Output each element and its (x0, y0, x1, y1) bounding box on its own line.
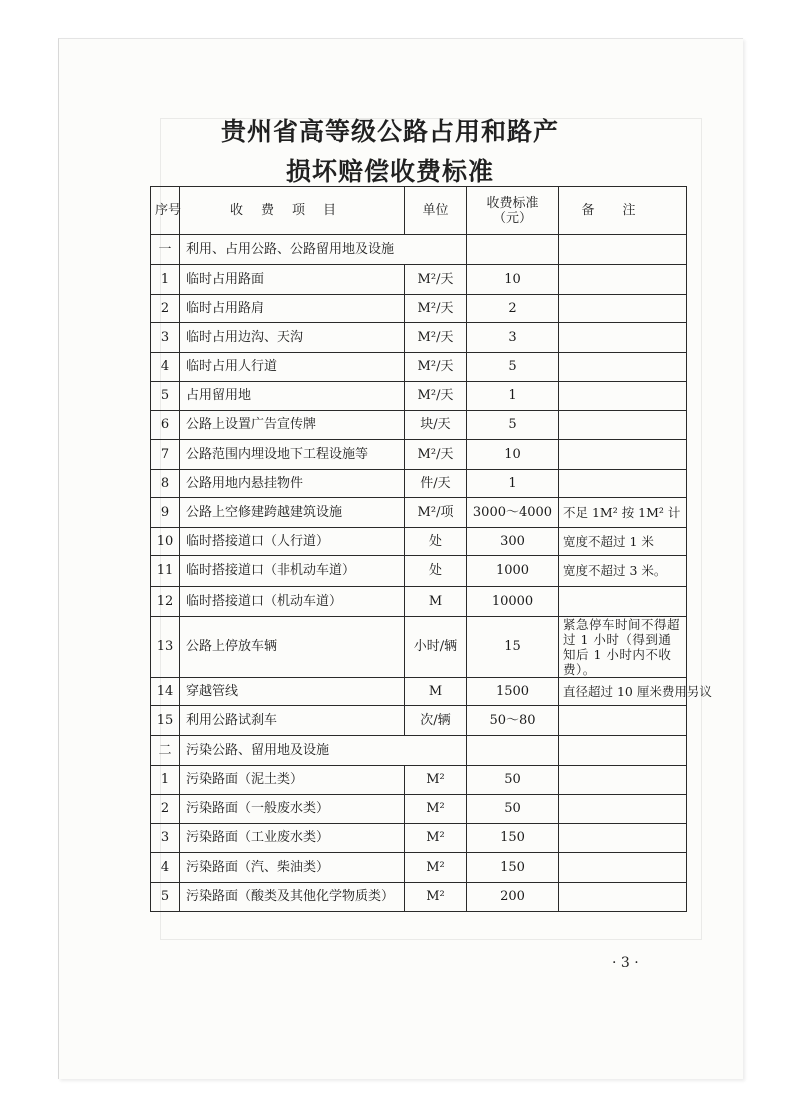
page-title-line-1: 贵州省高等级公路占用和路产 (220, 117, 559, 146)
note-cell (559, 470, 687, 498)
row-number: 9 (151, 498, 180, 528)
fee-item: 公路上停放车辆 (180, 617, 405, 678)
fee-item: 污染路面（泥土类） (180, 766, 405, 795)
header-item: 收费项目 (180, 187, 405, 235)
unit-cell: 小时/辆 (405, 617, 467, 678)
unit-cell: 次/辆 (405, 706, 467, 736)
fee-item: 污染路面（一般废水类） (180, 795, 405, 824)
header-fee: 收费标准（元） (467, 187, 559, 235)
fee-cell: 5 (467, 411, 559, 440)
section-title: 利用、占用公路、公路留用地及设施 (180, 235, 467, 265)
table-row (151, 498, 687, 528)
note-cell (559, 440, 687, 470)
header-no: 序号 (151, 187, 180, 235)
unit-cell: M (405, 587, 467, 617)
fee-item: 污染路面（汽、柴油类） (180, 853, 405, 883)
unit-cell: 处 (405, 528, 467, 556)
table-row (151, 382, 687, 411)
note-cell (559, 265, 687, 295)
fee-item: 利用公路试刹车 (180, 706, 405, 736)
fee-item: 公路范围内埋设地下工程设施等 (180, 440, 405, 470)
section-title: 污染公路、留用地及设施 (180, 736, 467, 766)
note-cell (559, 824, 687, 853)
row-number: 5 (151, 883, 180, 912)
note-cell (559, 587, 687, 617)
table-row (151, 706, 687, 736)
fee-cell: 3000～4000 (467, 498, 559, 528)
table-header-row (151, 187, 687, 235)
fee-cell: 1 (467, 470, 559, 498)
note-cell (559, 736, 687, 766)
page-title-line-2: 损坏赔偿收费标准 (285, 157, 494, 186)
fee-item: 临时搭接道口（人行道） (180, 528, 405, 556)
table-row (151, 678, 687, 706)
table-row (151, 265, 687, 295)
fee-cell: 10 (467, 265, 559, 295)
row-number: 5 (151, 382, 180, 411)
unit-cell: M² (405, 766, 467, 795)
fee-item: 临时占用路面 (180, 265, 405, 295)
fee-item: 污染路面（酸类及其他化学物质类） (180, 883, 405, 912)
unit-cell: M²/天 (405, 382, 467, 411)
row-number: 12 (151, 587, 180, 617)
note-cell: 宽度不超过 1 米 (559, 528, 687, 556)
note-cell (559, 883, 687, 912)
unit-cell: M² (405, 853, 467, 883)
fee-item: 临时占用边沟、天沟 (180, 323, 405, 353)
unit-cell: M² (405, 883, 467, 912)
row-number: 1 (151, 265, 180, 295)
unit-cell: M²/天 (405, 295, 467, 323)
note-cell (559, 411, 687, 440)
note-cell (559, 353, 687, 382)
unit-cell: M² (405, 824, 467, 853)
table-row (151, 411, 687, 440)
note-cell (559, 853, 687, 883)
unit-cell: 处 (405, 556, 467, 587)
table-row (151, 617, 687, 678)
section-number: 二 (151, 736, 180, 766)
table-row (151, 295, 687, 323)
fee-item: 公路上设置广告宣传牌 (180, 411, 405, 440)
row-number: 2 (151, 295, 180, 323)
unit-cell: 块/天 (405, 411, 467, 440)
note-cell: 紧急停车时间不得超过 1 小时（得到通知后 1 小时内不收费）。 (559, 617, 687, 678)
table-row (151, 353, 687, 382)
table-row (151, 795, 687, 824)
section-number: 一 (151, 235, 180, 265)
fee-cell: 1500 (467, 678, 559, 706)
row-number: 3 (151, 824, 180, 853)
unit-cell: M²/天 (405, 440, 467, 470)
unit-cell: M²/天 (405, 265, 467, 295)
unit-cell: M² (405, 795, 467, 824)
row-number: 14 (151, 678, 180, 706)
unit-cell: M²/天 (405, 353, 467, 382)
fee-item: 临时占用路肩 (180, 295, 405, 323)
row-number: 6 (151, 411, 180, 440)
row-number: 1 (151, 766, 180, 795)
table-row (151, 528, 687, 556)
fee-cell: 200 (467, 883, 559, 912)
fee-cell: 50～80 (467, 706, 559, 736)
table-row (151, 556, 687, 587)
table-row (151, 883, 687, 912)
fee-standard-table (150, 186, 712, 912)
table-row (151, 587, 687, 617)
fee-cell (467, 235, 559, 265)
row-number: 4 (151, 853, 180, 883)
row-number: 8 (151, 470, 180, 498)
row-number: 11 (151, 556, 180, 587)
fee-item: 占用留用地 (180, 382, 405, 411)
header-note: 备注 (559, 187, 687, 235)
table-row (151, 323, 687, 353)
fee-item: 临时占用人行道 (180, 353, 405, 382)
fee-cell: 50 (467, 766, 559, 795)
fee-cell: 150 (467, 824, 559, 853)
fee-cell: 50 (467, 795, 559, 824)
note-cell: 宽度不超过 3 米。 (559, 556, 687, 587)
note-cell: 直径超过 10 厘米费用另议 (559, 678, 687, 706)
row-number: 7 (151, 440, 180, 470)
table-row (151, 824, 687, 853)
fee-cell (467, 736, 559, 766)
table-row (151, 470, 687, 498)
fee-item: 临时搭接道口（机动车道） (180, 587, 405, 617)
fee-cell: 15 (467, 617, 559, 678)
header-unit: 单位 (405, 187, 467, 235)
fee-item: 污染路面（工业废水类） (180, 824, 405, 853)
fee-cell: 2 (467, 295, 559, 323)
page-number: · 3 · (612, 955, 639, 971)
fee-cell: 3 (467, 323, 559, 353)
fee-item: 临时搭接道口（非机动车道） (180, 556, 405, 587)
fee-cell: 150 (467, 853, 559, 883)
note-cell (559, 795, 687, 824)
table-row (151, 766, 687, 795)
note-cell (559, 295, 687, 323)
note-cell (559, 235, 687, 265)
row-number: 3 (151, 323, 180, 353)
note-cell (559, 766, 687, 795)
note-cell (559, 323, 687, 353)
note-cell (559, 706, 687, 736)
fee-cell: 300 (467, 528, 559, 556)
fee-cell: 1000 (467, 556, 559, 587)
fee-cell: 5 (467, 353, 559, 382)
row-number: 13 (151, 617, 180, 678)
fee-cell: 10000 (467, 587, 559, 617)
unit-cell: M²/项 (405, 498, 467, 528)
row-number: 2 (151, 795, 180, 824)
fee-cell: 10 (467, 440, 559, 470)
section-row (151, 736, 687, 766)
unit-cell: M²/天 (405, 323, 467, 353)
row-number: 4 (151, 353, 180, 382)
section-row (151, 235, 687, 265)
row-number: 15 (151, 706, 180, 736)
note-cell: 不足 1M² 按 1M² 计 (559, 498, 687, 528)
fee-item: 公路上空修建跨越建筑设施 (180, 498, 405, 528)
table-row (151, 440, 687, 470)
table-row (151, 853, 687, 883)
fee-table-body (151, 187, 712, 912)
note-cell (559, 382, 687, 411)
row-number: 10 (151, 528, 180, 556)
fee-item: 公路用地内悬挂物件 (180, 470, 405, 498)
fee-cell: 1 (467, 382, 559, 411)
unit-cell: 件/天 (405, 470, 467, 498)
unit-cell: M (405, 678, 467, 706)
fee-item: 穿越管线 (180, 678, 405, 706)
